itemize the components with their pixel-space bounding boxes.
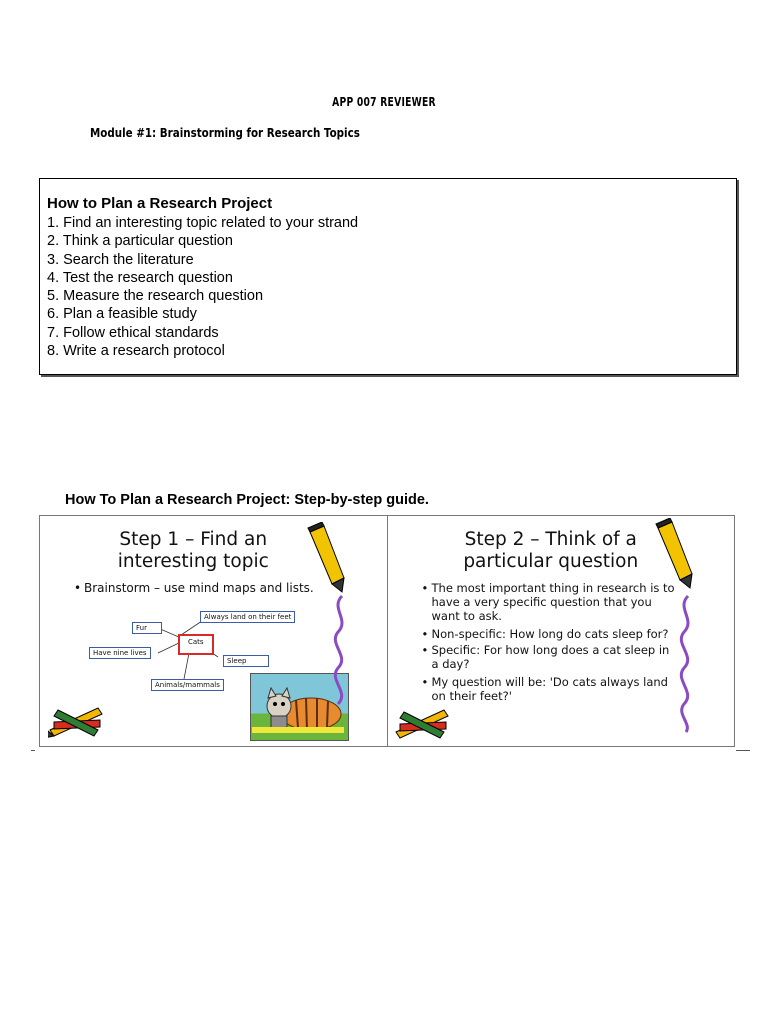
- slide-2-bullet: • Non-specific: How long do cats sleep for?: [432, 627, 677, 641]
- page-mark-left: [31, 750, 35, 751]
- mind-map-node: Always land on their feet: [200, 611, 295, 623]
- plan-step: 3. Search the literature: [47, 251, 194, 268]
- slide-2-title-line2: particular question: [463, 551, 639, 572]
- plan-box-heading: How to Plan a Research Project: [47, 195, 273, 212]
- squiggle-icon: [674, 594, 698, 734]
- plan-step: 1. Find an interesting topic related to your strand: [47, 215, 359, 231]
- plan-step: 4. Test the research question: [47, 269, 233, 286]
- crayon-icon: [650, 518, 695, 590]
- slide-2-title-line1: Step 2 – Think of a: [464, 529, 637, 550]
- plan-step: 2. Think a particular question: [47, 233, 233, 250]
- squiggle-icon: [328, 594, 352, 714]
- slide-1-title-line1: Step 1 – Find an: [119, 529, 268, 550]
- plan-step: 6. Plan a feasible study: [47, 306, 197, 323]
- slide-1-title-line2: interesting topic: [117, 551, 269, 572]
- cat-caption-strip: [252, 727, 344, 733]
- crayons-bundle-icon: [394, 702, 456, 742]
- document-title: APP 007 REVIEWER: [332, 95, 436, 109]
- plan-step: 7. Follow ethical standards: [47, 324, 219, 341]
- plan-step: 8. Write a research protocol: [47, 343, 225, 360]
- guide-heading: How To Plan a Research Project: Step-by-step guide.: [65, 492, 429, 508]
- mind-map-node: Sleep: [223, 655, 269, 667]
- slide-1-bullet: • Brainstorm – use mind maps and lists.: [84, 581, 314, 595]
- plan-steps-list: [47, 214, 736, 360]
- slide-step-2: [387, 516, 735, 746]
- crayon-icon: [302, 522, 347, 594]
- plan-step: 5. Measure the research question: [47, 288, 264, 305]
- page-mark-right: [736, 750, 750, 751]
- module-heading: Module #1: Brainstorming for Research Topics: [90, 126, 360, 140]
- mind-map-node: Have nine lives: [89, 647, 151, 659]
- slide-2-bullet: • My question will be: 'Do cats always land on their feet?': [432, 675, 677, 703]
- mind-map-node: Animals/mammals: [151, 679, 224, 691]
- slides-figure: [39, 515, 735, 747]
- mind-map-node: Fur: [132, 622, 162, 634]
- slide-2-bullet: • Specific: For how long does a cat sleep in a day?: [432, 643, 677, 671]
- mind-map-center-node: Cats: [178, 634, 214, 655]
- slide-2-bullet: • The most important thing in research is to have a very specific question that you want to ask.: [432, 581, 677, 623]
- crayons-bundle-icon: [48, 700, 108, 740]
- plan-box: [39, 178, 737, 375]
